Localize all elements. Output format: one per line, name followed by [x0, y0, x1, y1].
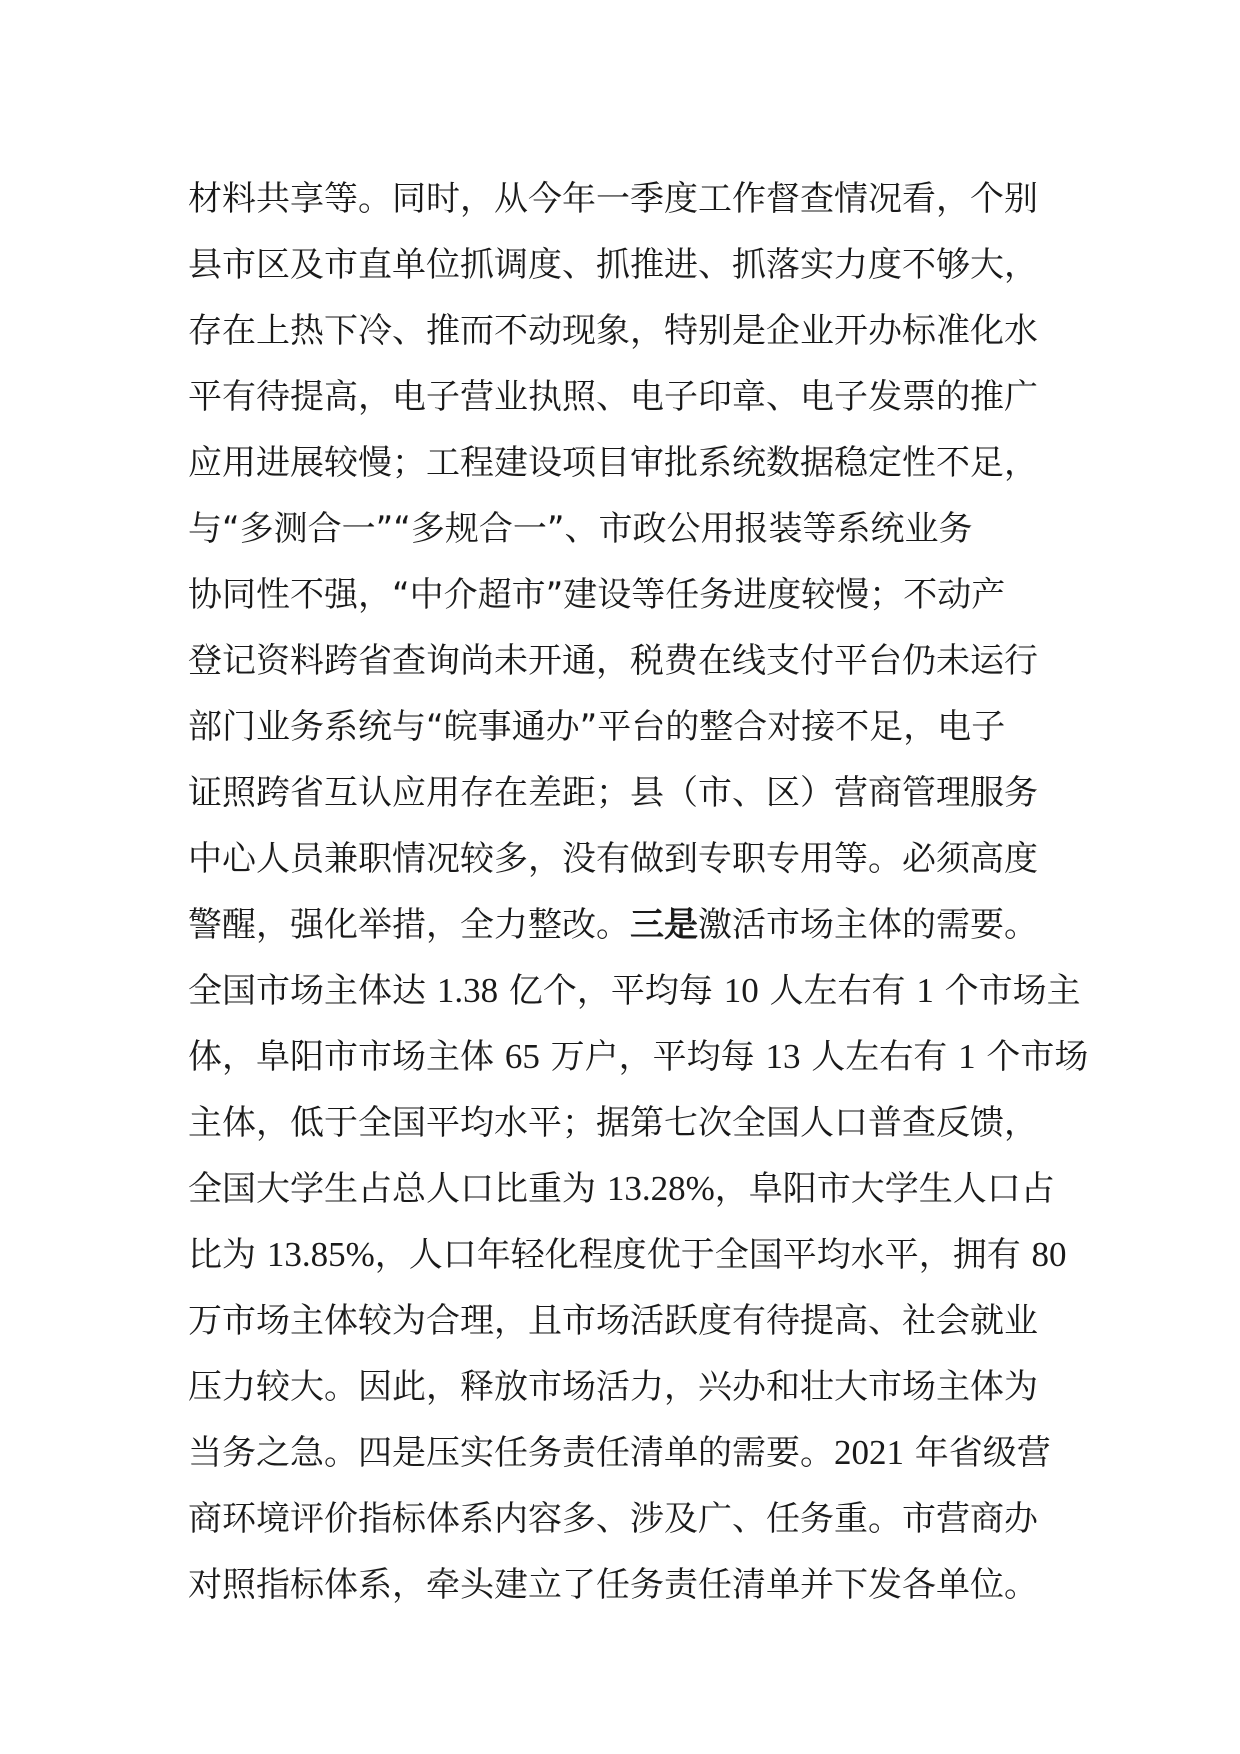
text-line-3: 存在上热下冷、推而不动现象，特别是企业开办标准化水	[188, 311, 1038, 351]
body-text	[188, 166, 1089, 1618]
line17-num-1: 13.85%	[266, 1235, 375, 1274]
text-line-13	[188, 958, 1081, 1024]
line20-seg-a: 当务之急。四是压实任务责任清单的需要。	[188, 1433, 834, 1473]
line14-seg-c: 人左右有	[800, 1037, 959, 1077]
line20-seg-b: 年省级营	[904, 1433, 1051, 1473]
line13-seg-b: 亿个，平均每	[498, 971, 724, 1011]
text-line-1: 材料共享等。同时，从今年一季度工作督查情况看，个别	[188, 179, 1038, 219]
bold-marker-three: 三是	[630, 905, 698, 945]
line16-seg-a: 全国大学生占总人口比重为	[188, 1169, 607, 1209]
text-line-5: 应用进展较慢；工程建设项目审批系统数据稳定性不足，	[188, 443, 1038, 483]
line17-num-2: 80	[1031, 1235, 1067, 1274]
line12-pre: 警醒，强化举措，全力整改。	[188, 905, 630, 945]
line13-num-1: 1.38	[436, 971, 499, 1010]
line20-num-1: 2021	[834, 1433, 904, 1472]
text-line-4: 平有待提高，电子营业执照、电子印章、电子发票的推广	[188, 377, 1038, 417]
line13-num-3: 1	[916, 971, 934, 1010]
line13-seg-c: 人左右有	[758, 971, 917, 1011]
line13-seg-d: 个市场主	[933, 971, 1081, 1011]
text-line-8: 登记资料跨省查询尚未开通，税费在线支付平台仍未运行	[188, 641, 1038, 681]
line14-num-1: 65	[504, 1037, 540, 1076]
line14-num-2: 13	[765, 1037, 801, 1076]
line14-seg-d: 个市场	[975, 1037, 1089, 1077]
text-line-22: 对照指标体系，牵头建立了任务责任清单并下发各单位。	[188, 1565, 1038, 1605]
text-line-6: 与“多测合一”“多规合一”、市政公用报装等系统业务	[188, 509, 973, 549]
text-line-14	[188, 1024, 1089, 1090]
text-line-12	[188, 892, 1068, 958]
text-line-16	[188, 1156, 1068, 1222]
line16-seg-b: ，阜阳市大学生人口占	[714, 1169, 1055, 1209]
line16-num-1: 13.28%	[606, 1169, 715, 1208]
text-line-17	[188, 1222, 1068, 1288]
line12-post: 激活市场主体的需要。	[698, 905, 1038, 945]
line17-seg-a: 比为	[188, 1235, 267, 1275]
line14-num-3: 1	[958, 1037, 976, 1076]
text-line-7: 协同性不强，“中介超市”建设等任务进度较慢；不动产	[188, 575, 1006, 615]
text-line-20	[188, 1420, 1068, 1486]
text-line-19: 压力较大。因此，释放市场活力，兴办和壮大市场主体为	[188, 1367, 1038, 1407]
text-line-18: 万市场主体较为合理，且市场活跃度有待提高、社会就业	[188, 1301, 1038, 1341]
text-line-9: 部门业务系统与“皖事通办”平台的整合对接不足，电子	[188, 707, 1006, 747]
text-line-10: 证照跨省互认应用存在差距；县（市、区）营商管理服务	[188, 773, 1038, 813]
line13-num-2: 10	[723, 971, 759, 1010]
text-line-21: 商环境评价指标体系内容多、涉及广、任务重。市营商办	[188, 1499, 1038, 1539]
line13-seg-a: 全国市场主体达	[188, 971, 437, 1011]
line17-seg-b: ，人口年轻化程度优于全国平均水平，拥有	[374, 1235, 1032, 1275]
text-line-15: 主体，低于全国平均水平；据第七次全国人口普查反馈，	[188, 1103, 1038, 1143]
line14-seg-b: 万户，平均每	[539, 1037, 766, 1077]
line14-seg-a: 体，阜阳市市场主体	[188, 1037, 505, 1077]
text-line-2: 县市区及市直单位抓调度、抓推进、抓落实力度不够大，	[188, 245, 1038, 285]
text-line-11: 中心人员兼职情况较多，没有做到专职专用等。必须高度	[188, 839, 1038, 879]
